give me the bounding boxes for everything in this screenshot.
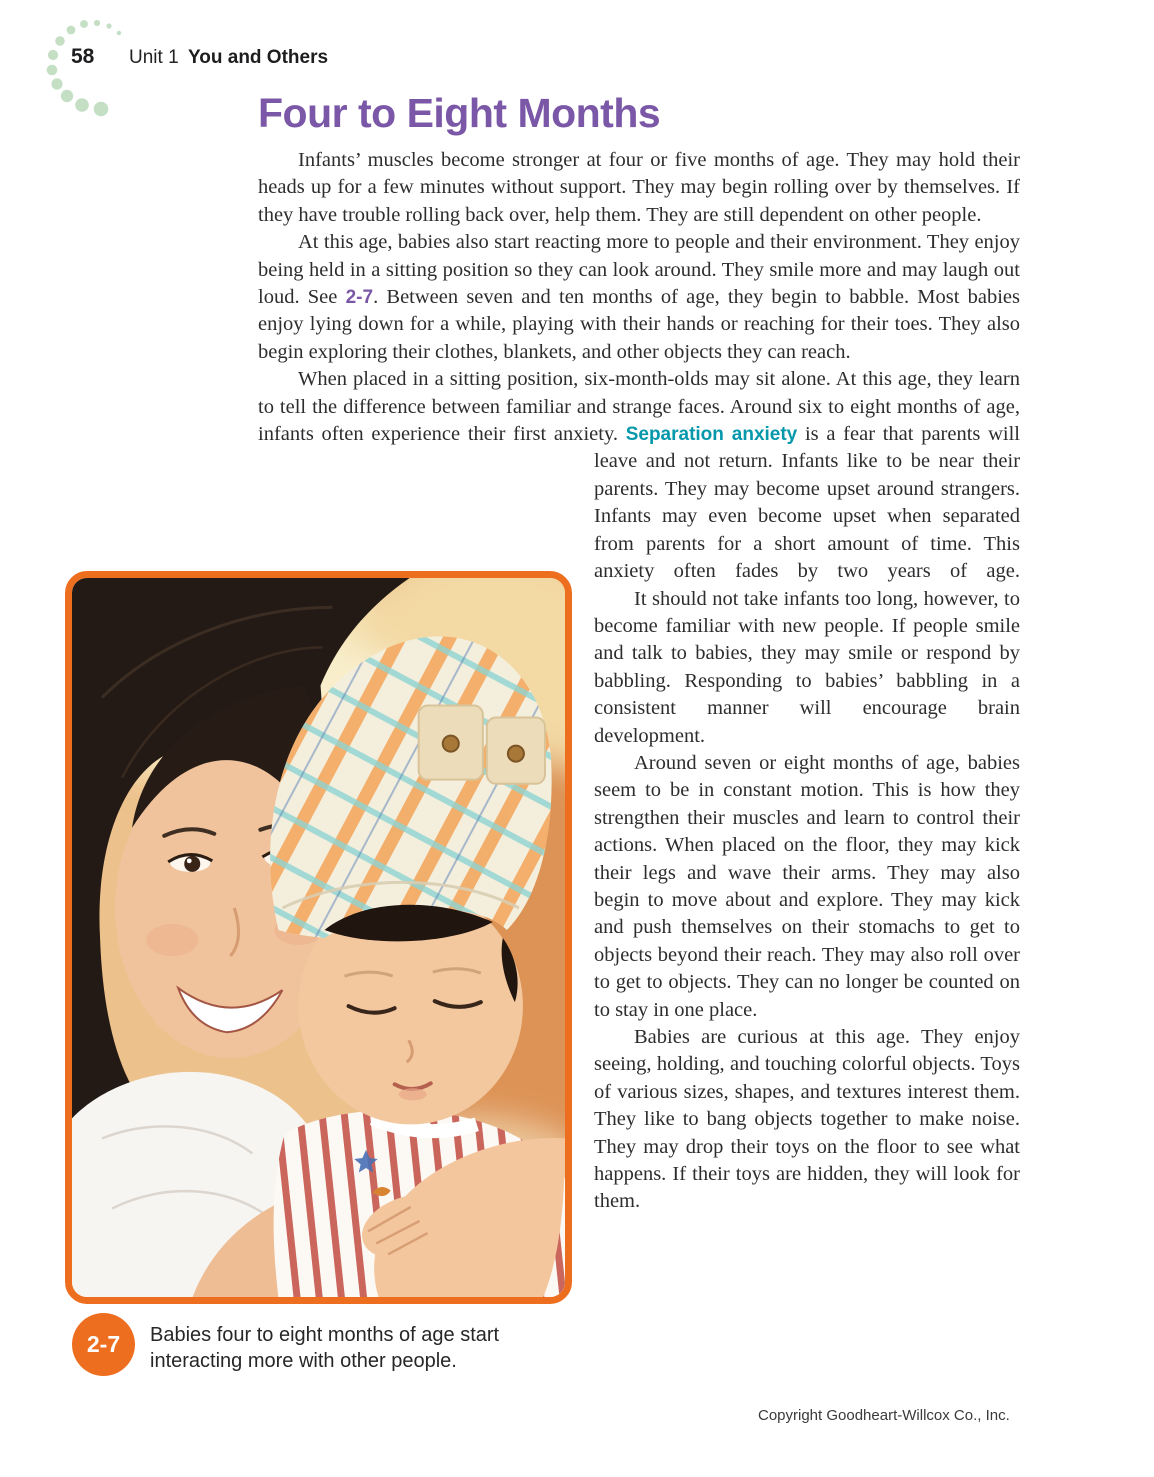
vocabulary-term: Separation anxiety [625,424,798,446]
paragraph-1: Infants’ muscles become stronger at four or five months of age. They may hold their heads up for a few minutes without support. They may begin rolling over by themselves. If they have trouble rolling back over, help them. They are still dependent on other people. [258,149,1020,226]
figure-number-badge: 2-7 [72,1313,135,1376]
unit-label: Unit 1 [129,47,179,68]
page-title: Four to Eight Months [258,90,661,136]
paragraph-3-text: is a fear that parents will leave and not return. Infants like [594,423,1021,473]
figure-photo [65,571,572,1304]
paragraph-5: Around seven or eight months of age, babies seem to be in constant motion. This is how they strengthen their muscles and learn to control their actions. When placed on the floor, they may kick their legs and wave their arms. They may also begin to move about and explore. They may kick and push themselves on their stomachs to get to objects beyond their reach. They may also roll over to get to objects. They can no longer be counted on to stay in one place. [594,751,1020,1021]
paragraph-3 [258,366,1020,585]
unit-title: You and Others [188,47,329,68]
paragraph-3-continued: to be near their parents. They may become upset around strangers. Infants may even become upset when separated from parents for a short amount of time. This anxiety often fades by two years of age. [594,450,1021,583]
paragraph-4: It should not take infants too long, however, to become familiar with new people. If people smile and talk to babies, they may smile or respond by babbling. Responding to babies’ babbling in a consistent manner will encourage brain development. [594,587,1020,747]
paragraph-2-text: . Between seven and ten months of age, they begin to babble. Most babies enjoy lying down for a while, playing with their hands or reaching for their toes. They also begin exploring their clothes, blankets, and other objects they can reach. [258,286,1021,363]
mother-and-baby-illustration [72,578,565,1297]
figure-caption: Babies four to eight months of age start interacting more with other people. [150,1324,500,1372]
copyright-notice: Copyright Goodheart-Willcox Co., Inc. [758,1407,1010,1424]
figure-reference: 2-7 [345,287,374,309]
paragraph-6: Babies are curious at this age. They enjoy seeing, holding, and touching colorful objects. Toys of various sizes, shapes, and textures interest them. They like to bang objects together to make noise. They may drop their toys on the floor to see what happens. If their toys are hidden, they will look for them. [594,1026,1020,1213]
paragraph-2 [258,229,1020,366]
paragraph-2-text: At this age, babies also start reacting more to people and their environment. They enjoy being held in a sitting position so they can look around. They smile more and may laugh out loud. See [258,231,1020,309]
page-number: 58 [71,45,95,68]
paragraph-3-text: When placed in a sitting position, six-month-olds may sit alone. At this age, they learn to tell the difference between familiar and strange faces. Around six to eight months of age, infants often experience their first anxiety. [258,368,1020,446]
